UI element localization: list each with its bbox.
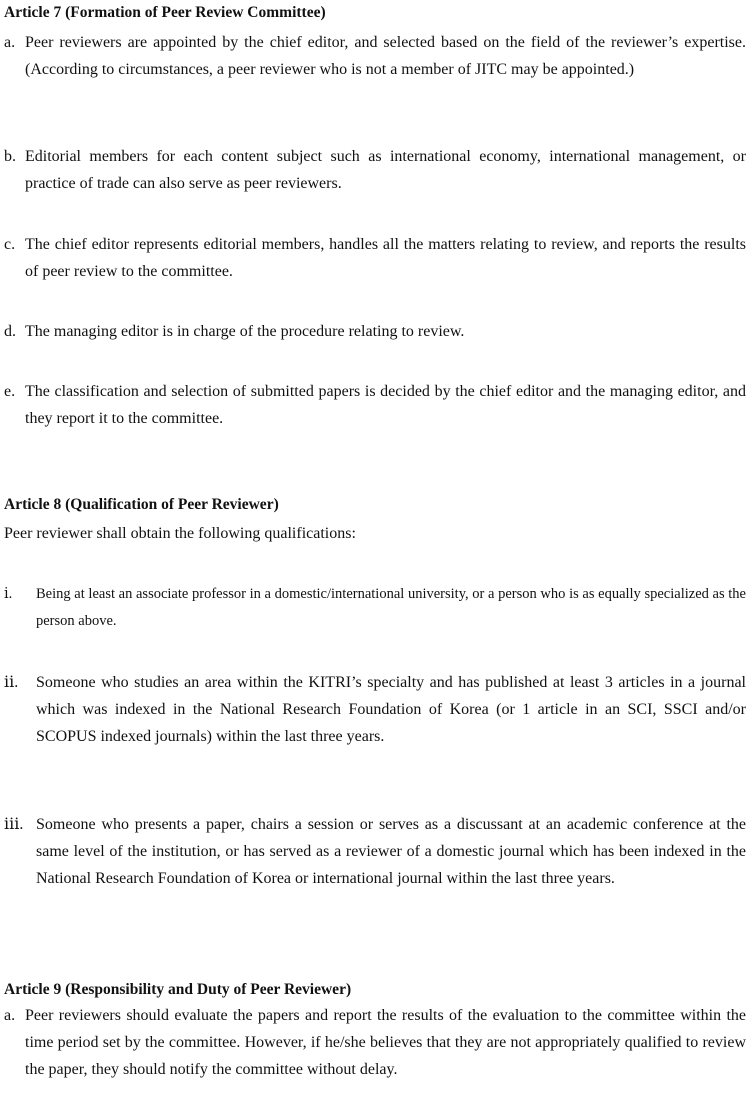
item-label: a. xyxy=(4,1007,16,1024)
item-text: Someone who studies an area within the KITRI’s specialty and has published at least 3 articles in a journal which was indexed in the National Research Foundation of Korea (or 1 article in an SCI, SSCI and/or SCOPUS indexed journals) within the last three years. xyxy=(36,674,746,745)
article-7-item-a xyxy=(4,29,746,83)
item-label: ⅲ. xyxy=(4,816,24,833)
article-9-heading: Article 9 (Responsibility and Duty of Peer Reviewer) xyxy=(4,981,352,998)
article-7-item-e xyxy=(4,378,746,432)
item-label: d. xyxy=(4,323,16,340)
item-label: a. xyxy=(4,34,16,51)
item-text: Peer reviewers are appointed by the chief editor, and selected based on the field of the reviewer’s expertise. (According to circumstances, a peer reviewer who is not a member of JITC may be appointed.) xyxy=(25,34,746,78)
article-8-item-iii xyxy=(4,811,746,892)
article-8-item-i xyxy=(4,581,746,635)
item-text: Someone who presents a paper, chairs a session or serves as a discussant at an academic conference at the same level of the institution, or has served as a reviewer of a domestic journal which has been indexed in the National Research Foundation of Korea or international journal within the last three years. xyxy=(36,816,746,887)
item-label: c. xyxy=(4,236,16,253)
item-text: Being at least an associate professor in a domestic/international university, or a person who is as equally specialized as the person above. xyxy=(36,586,746,629)
article-7-heading: Article 7 (Formation of Peer Review Committee) xyxy=(4,4,326,21)
item-text: The managing editor is in charge of the procedure relating to review. xyxy=(25,323,465,340)
article-9-item-a xyxy=(4,1002,746,1083)
item-text: Peer reviewers should evaluate the papers and report the results of the evaluation to the committee within the time period set by the committee. However, if he/she believes that they are not appropriately qualified to review the paper, they should notify the committee without delay. xyxy=(25,1007,746,1078)
item-label: ⅰ. xyxy=(4,586,13,602)
article-8-item-ii xyxy=(4,669,746,750)
article-7-item-c xyxy=(4,231,746,285)
item-label: b. xyxy=(4,148,16,165)
article-7-item-d xyxy=(4,318,746,345)
item-text: Editorial members for each content subject such as international economy, international management, or practice of trade can also serve as peer reviewers. xyxy=(25,148,746,192)
item-label: ⅱ. xyxy=(4,674,19,691)
article-8-heading: Article 8 (Qualification of Peer Reviewer) xyxy=(4,496,279,513)
item-text: The classification and selection of submitted papers is decided by the chief editor and the managing editor, and they report it to the committee. xyxy=(25,383,746,427)
article-8-intro: Peer reviewer shall obtain the following qualifications: xyxy=(4,525,356,542)
item-label: e. xyxy=(4,383,16,400)
article-7-item-b xyxy=(4,143,746,197)
item-text: The chief editor represents editorial members, handles all the matters relating to review, and reports the results of peer review to the committee. xyxy=(25,236,746,280)
